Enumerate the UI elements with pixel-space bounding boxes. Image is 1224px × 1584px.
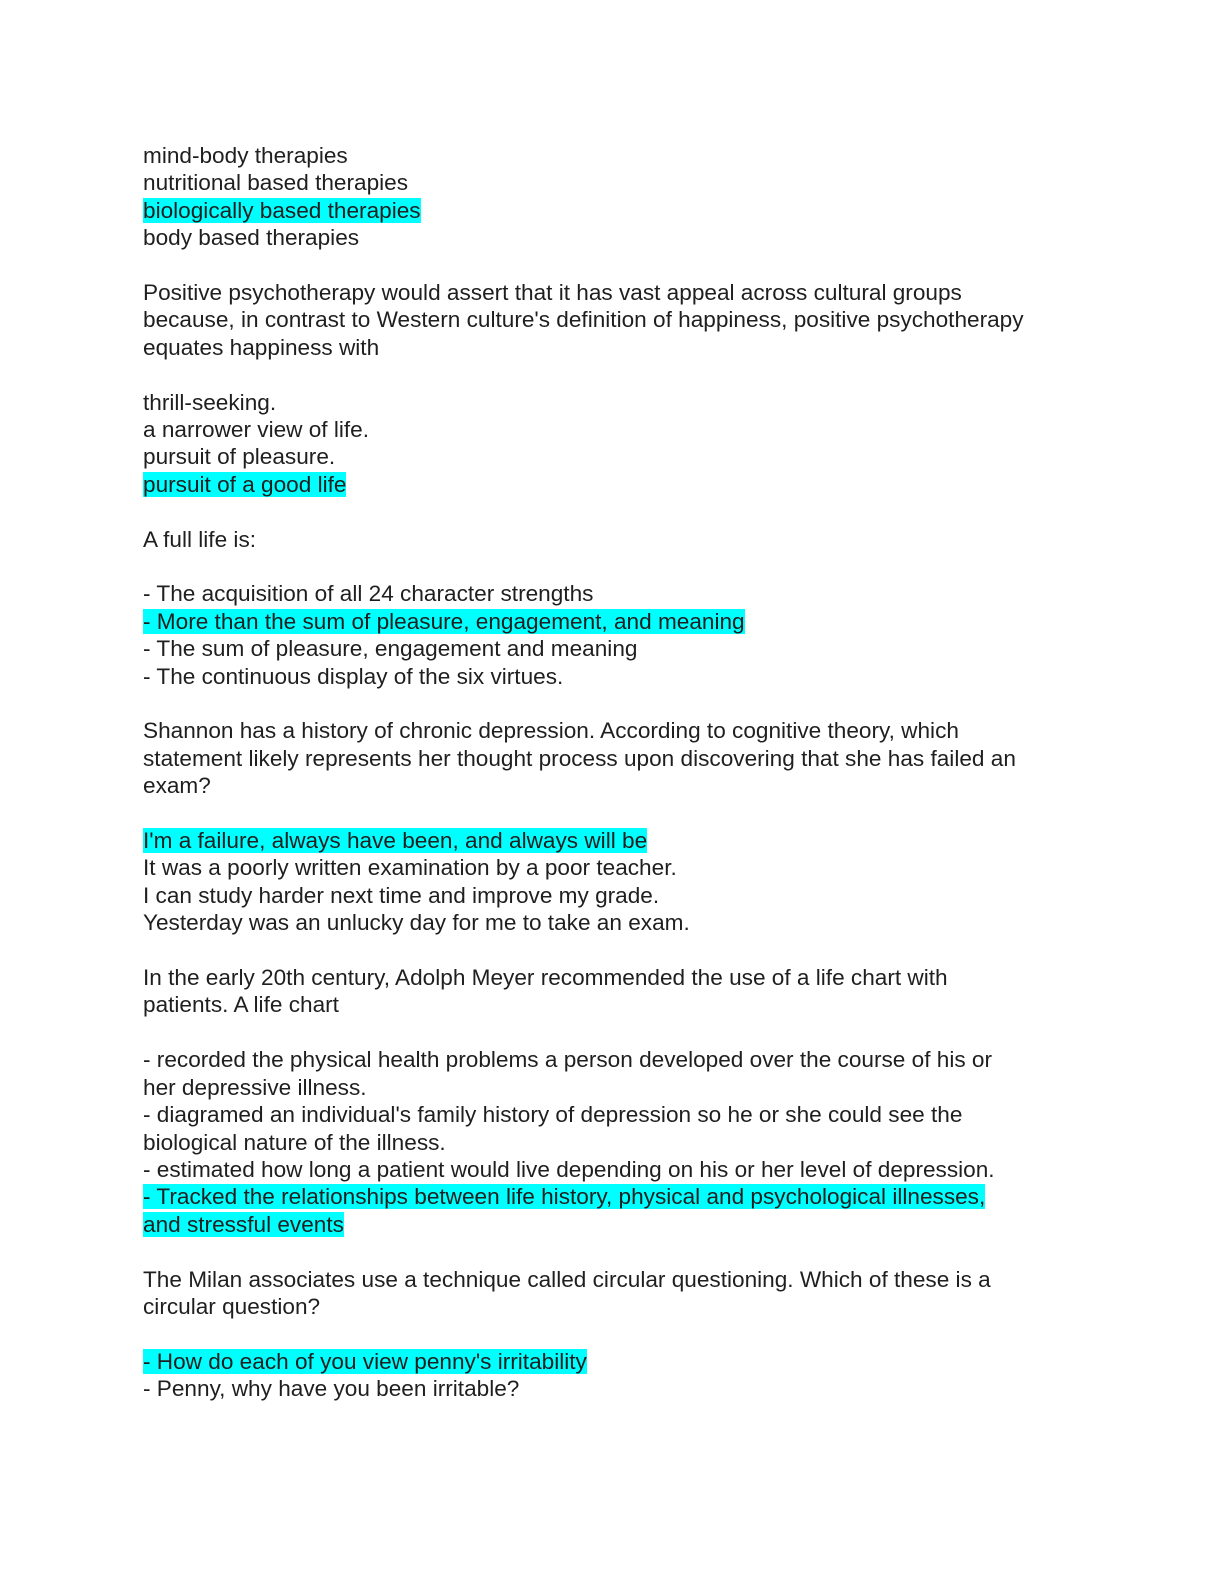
line-text: - The acquisition of all 24 character strengths — [143, 581, 594, 607]
blank-line — [143, 252, 1083, 279]
blank-line — [143, 553, 1083, 580]
text-line — [143, 526, 1083, 553]
line-text: thrill-seeking. — [143, 389, 277, 415]
blank-line — [143, 1019, 1083, 1046]
line-text: patients. A life chart — [143, 992, 339, 1018]
highlighted-text: - Tracked the relationships between life history, physical and psychological illnesses, — [143, 1184, 986, 1210]
highlighted-answer-line — [143, 471, 1083, 498]
line-text: A full life is: — [143, 526, 257, 552]
text-line — [143, 991, 1083, 1018]
text-line — [143, 306, 1083, 333]
line-text: exam? — [143, 773, 211, 799]
text-line — [143, 1129, 1083, 1156]
line-text: The Milan associates use a technique called circular questioning. Which of these is a — [143, 1266, 991, 1292]
text-line — [143, 663, 1083, 690]
text-line — [143, 882, 1083, 909]
line-text: It was a poorly written examination by a poor teacher. — [143, 855, 677, 881]
line-text: a narrower view of life. — [143, 417, 370, 443]
line-text: In the early 20th century, Adolph Meyer recommended the use of a life chart with — [143, 965, 948, 991]
text-line — [143, 224, 1083, 251]
line-text: Shannon has a history of chronic depression. According to cognitive theory, which — [143, 718, 959, 744]
line-text: body based therapies — [143, 225, 360, 251]
text-line — [143, 1375, 1083, 1402]
highlighted-text: I'm a failure, always have been, and always will be — [143, 828, 648, 854]
line-text: I can study harder next time and improve my grade. — [143, 882, 660, 908]
line-text: Yesterday was an unlucky day for me to take an exam. — [143, 910, 690, 936]
blank-line — [143, 800, 1083, 827]
line-text: pursuit of pleasure. — [143, 444, 336, 470]
line-text: mind-body therapies — [143, 143, 348, 168]
highlighted-answer-line — [143, 608, 1083, 635]
text-line — [143, 142, 1083, 169]
blank-line — [143, 361, 1083, 388]
text-line — [143, 1293, 1083, 1320]
highlighted-answer-line — [143, 1183, 1083, 1210]
text-line — [143, 334, 1083, 361]
text-line — [143, 443, 1083, 470]
document-page — [143, 142, 1083, 1403]
line-text: circular question? — [143, 1293, 321, 1319]
text-line — [143, 169, 1083, 196]
highlighted-text: - How do each of you view penny's irritability — [143, 1348, 587, 1374]
highlighted-answer-line — [143, 1348, 1083, 1375]
text-line — [143, 1046, 1083, 1073]
line-text: because, in contrast to Western culture's definition of happiness, positive psychotherapy — [143, 307, 1024, 333]
text-line — [143, 279, 1083, 306]
text-line — [143, 635, 1083, 662]
highlighted-text: and stressful events — [143, 1211, 344, 1237]
blank-line — [143, 498, 1083, 525]
text-line — [143, 416, 1083, 443]
text-line — [143, 1266, 1083, 1293]
line-text: - Penny, why have you been irritable? — [143, 1376, 520, 1402]
highlighted-answer-line — [143, 197, 1083, 224]
line-text: nutritional based therapies — [143, 170, 409, 196]
text-line — [143, 1074, 1083, 1101]
line-text: - The continuous display of the six virtues. — [143, 663, 564, 689]
highlighted-answer-line — [143, 827, 1083, 854]
text-line — [143, 745, 1083, 772]
text-line — [143, 580, 1083, 607]
highlighted-text: - More than the sum of pleasure, engagement, and meaning — [143, 608, 745, 634]
highlighted-answer-line — [143, 1211, 1083, 1238]
text-line — [143, 854, 1083, 881]
blank-line — [143, 937, 1083, 964]
line-text: equates happiness with — [143, 334, 380, 360]
line-text: - The sum of pleasure, engagement and meaning — [143, 636, 638, 662]
highlighted-text: pursuit of a good life — [143, 471, 347, 497]
line-text: - estimated how long a patient would live depending on his or her level of depression. — [143, 1156, 995, 1182]
blank-line — [143, 690, 1083, 717]
line-text: biological nature of the illness. — [143, 1129, 446, 1155]
text-line — [143, 1156, 1083, 1183]
line-text: - recorded the physical health problems a person developed over the course of his or — [143, 1047, 993, 1073]
highlighted-text: biologically based therapies — [143, 197, 421, 223]
blank-line — [143, 1238, 1083, 1265]
line-text: - diagramed an individual's family history of depression so he or she could see the — [143, 1102, 963, 1128]
text-line — [143, 772, 1083, 799]
text-line — [143, 964, 1083, 991]
text-line — [143, 717, 1083, 744]
line-text: Positive psychotherapy would assert that it has vast appeal across cultural groups — [143, 280, 962, 306]
text-line — [143, 909, 1083, 936]
line-text: statement likely represents her thought process upon discovering that she has failed an — [143, 745, 1016, 771]
text-line — [143, 1101, 1083, 1128]
blank-line — [143, 1320, 1083, 1347]
line-text: her depressive illness. — [143, 1074, 367, 1100]
text-line — [143, 389, 1083, 416]
